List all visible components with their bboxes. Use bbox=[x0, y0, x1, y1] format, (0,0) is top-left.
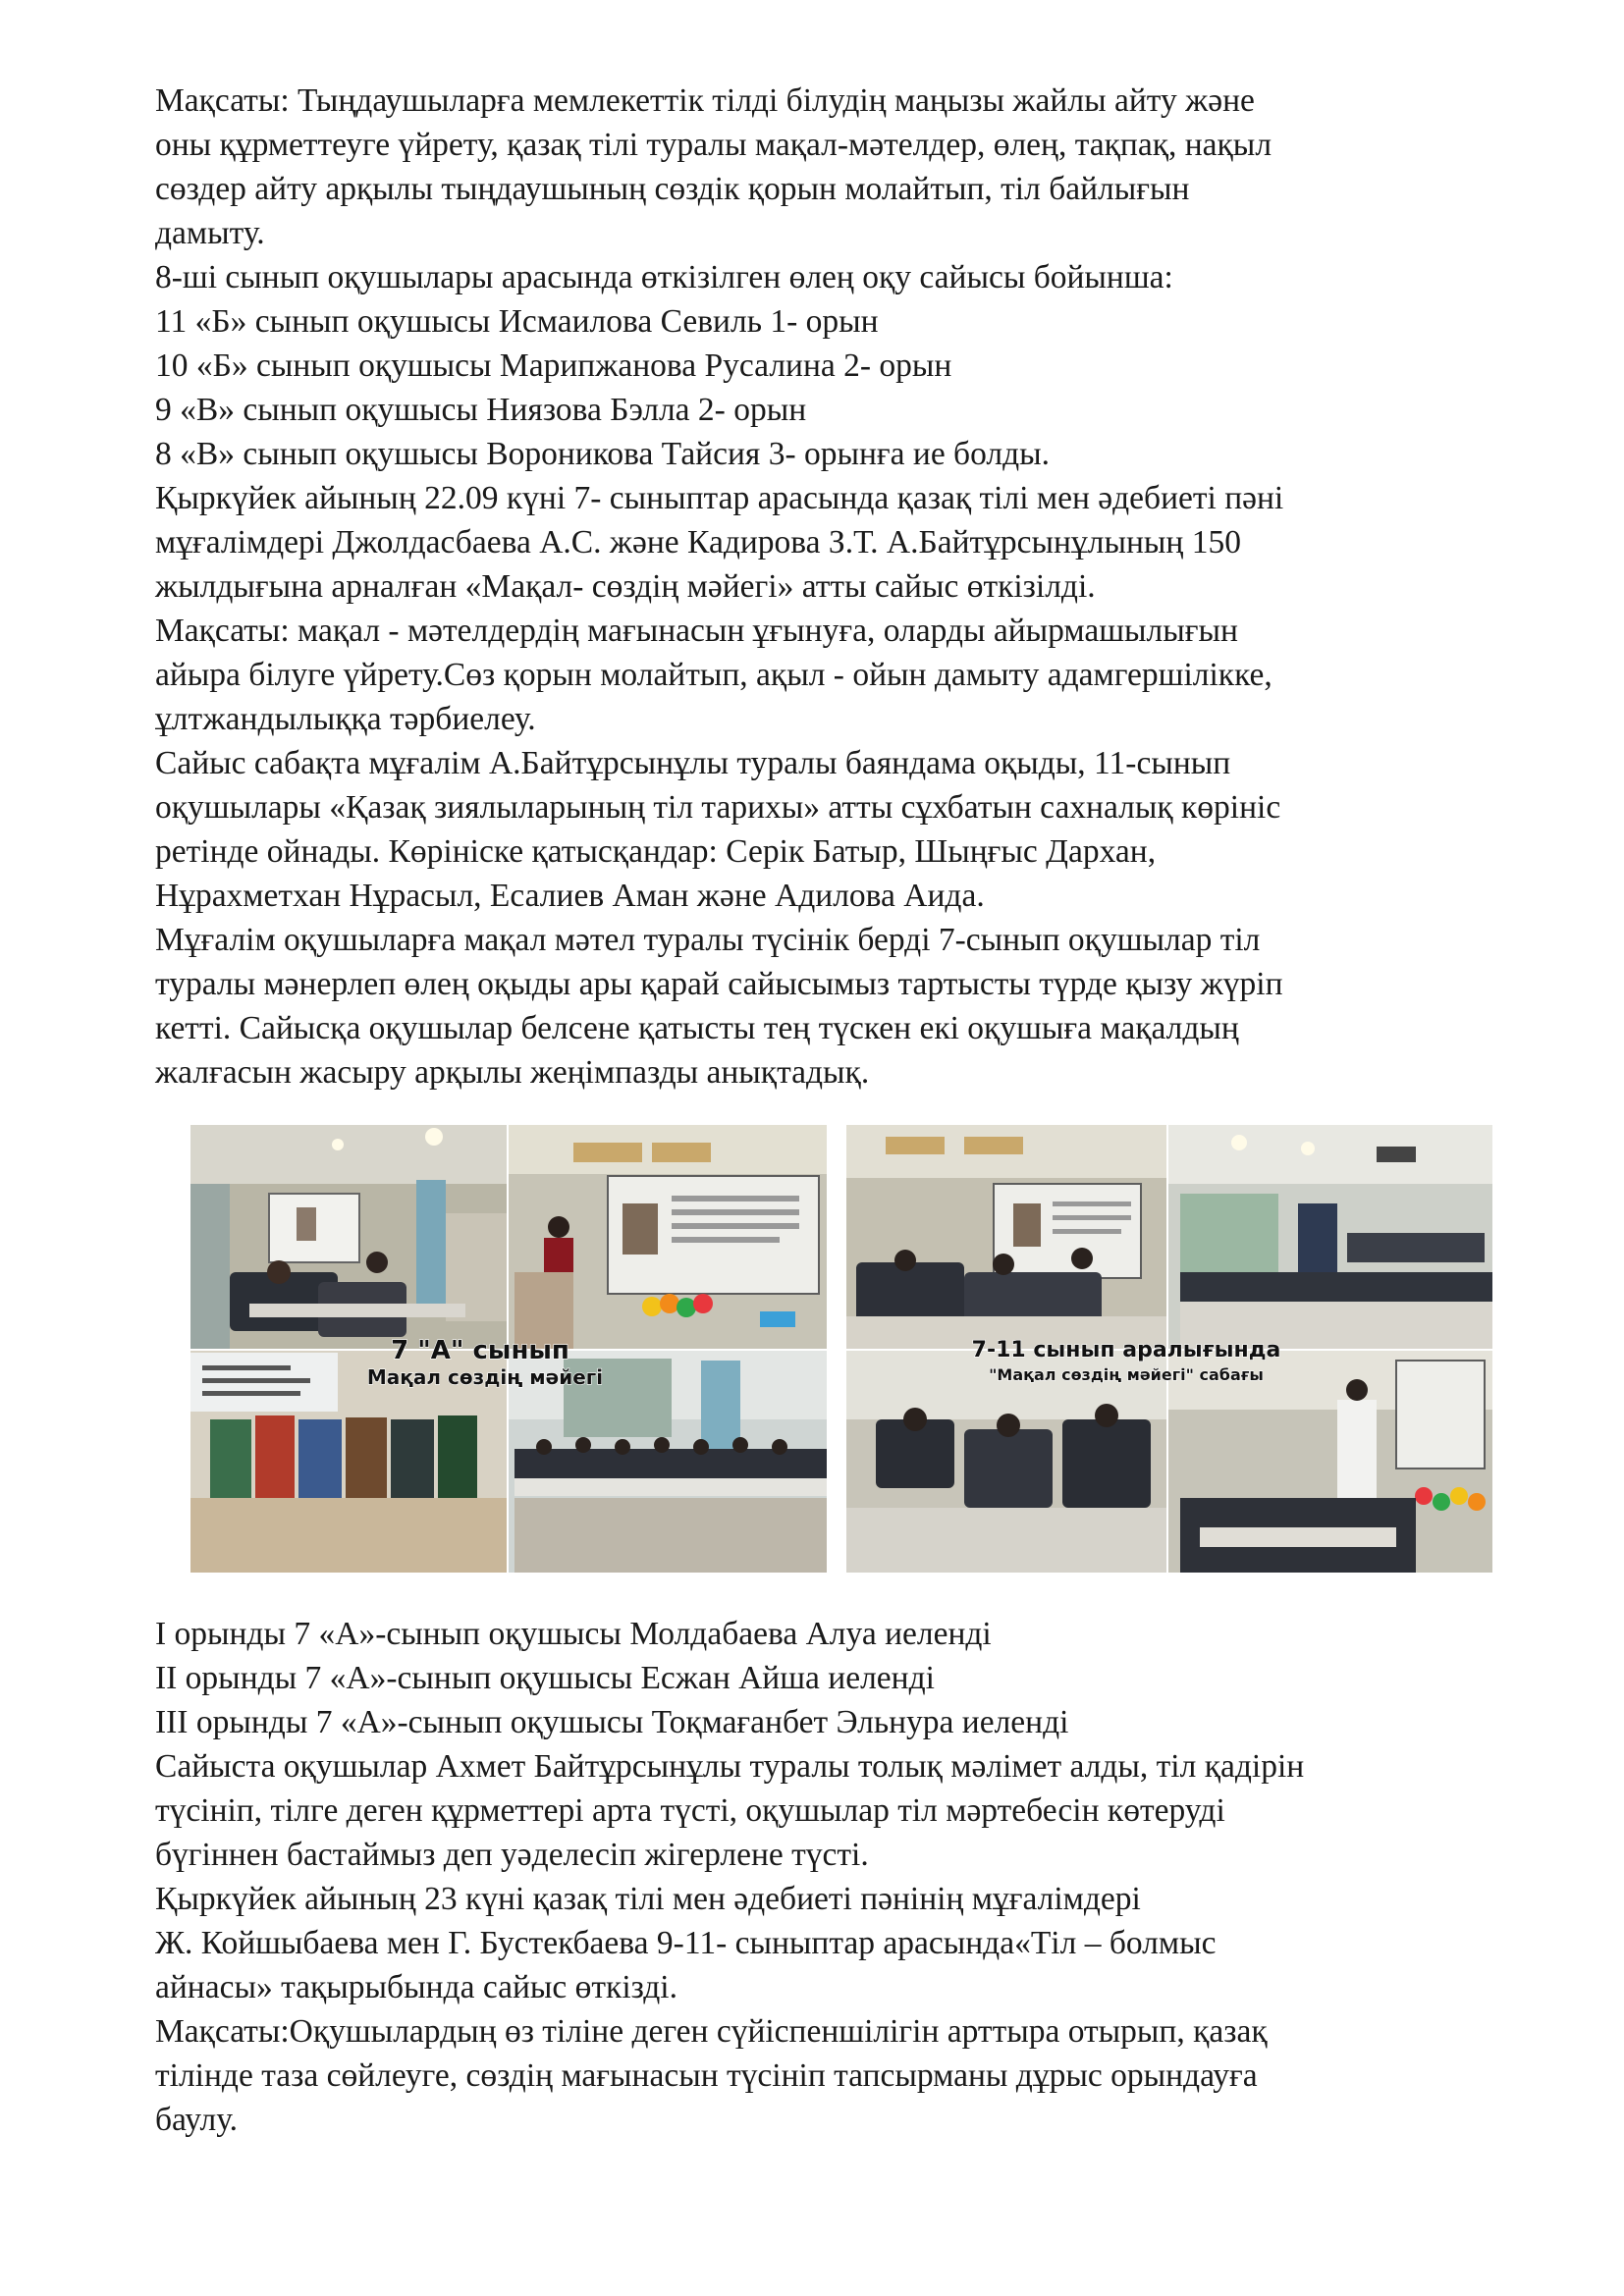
text-line: туралы мәнерлеп өлең оқыды ары қарай сайысымыз тартысты түрде қызу жүріп bbox=[155, 966, 1283, 1002]
text-block-top bbox=[155, 79, 1510, 1095]
text-line: Мақсаты: мақал - мәтелдердің мағынасын ұғынуға, оларды айырмашылығын bbox=[155, 613, 1238, 649]
text-line: 9 «В» сынып оқушысы Ниязова Бэлла 2- орын bbox=[155, 392, 807, 428]
text-line: 8 «В» сынып оқушысы Вороникова Тайсия 3- орынға ие болды. bbox=[155, 436, 1051, 472]
text-line: Мұғалім оқушыларға мақал мәтел туралы түсінік берді 7-сынып оқушылар тіл bbox=[155, 922, 1261, 958]
text-line: 10 «Б» сынып оқушысы Марипжанова Русалина 2- орын bbox=[155, 347, 952, 384]
text-line: Мақсаты:Оқушылардың өз тіліне деген сүйіспеншілігін арттыра отырып, қазақ bbox=[155, 2013, 1268, 2050]
text-line: ІІ орынды 7 «А»-сынып оқушысы Есжан Айша иеленді bbox=[155, 1660, 935, 1696]
text-line: жылдығына арналған «Мақал- сөздің мәйегі» атты сайыс өткізілді. bbox=[155, 568, 1096, 605]
text-line: Нұрахметхан Нұрасыл, Есалиев Аман және Адилова Аида. bbox=[155, 878, 985, 914]
text-line: бүгіннен бастаймыз деп уәделесіп жігерлене түсті. bbox=[155, 1837, 869, 1873]
text-line: тілінде таза сөйлеуге, сөздің мағынасын түсініп тапсырманы дұрыс орындауға bbox=[155, 2057, 1258, 2094]
text-line: ретінде ойнады. Көрініске қатысқандар: Серік Батыр, Шыңғыс Дархан, bbox=[155, 833, 1157, 870]
text-line: мұғалімдері Джолдасбаева А.С. және Кадирова З.Т. А.Байтұрсынұлының 150 bbox=[155, 524, 1241, 561]
text-block-bottom bbox=[155, 1612, 1510, 2142]
text-line: Сайыс сабақта мұғалім А.Байтұрсынұлы туралы баяндама оқыды, 11-сынып bbox=[155, 745, 1231, 781]
text-line: ІІІ орынды 7 «А»-сынып оқушысы Тоқмағанбет Эльнура иеленді bbox=[155, 1704, 1069, 1740]
photo-caption-left-line2: Мақал сөздің мәйегі bbox=[366, 1365, 604, 1389]
text-line: айыра білуге үйрету.Сөз қорын молайтып, ақыл - ойын дамыту адамгершілікке, bbox=[155, 657, 1272, 693]
photo-collage-left bbox=[190, 1125, 827, 1573]
text-line: 11 «Б» сынып оқушысы Исмаилова Севиль 1- орын bbox=[155, 303, 879, 340]
photo-caption-right-line1: 7-11 сынып аралығында bbox=[971, 1338, 1281, 1362]
photo-caption-right-line2: "Мақал сөздің мәйегі" сабағы bbox=[989, 1365, 1264, 1384]
text-line: айнасы» тақырыбында сайыс өткізді. bbox=[155, 1969, 677, 2005]
text-line: ұлтжандылыққа тәрбиелеу. bbox=[155, 701, 536, 737]
text-line: оқушылары «Қазақ зиялыларының тіл тарихы» атты сұхбатын сахналық көрініс bbox=[155, 789, 1281, 826]
text-line: Мақсаты: Тыңдаушыларға мемлекеттік тілді білудің маңызы жайлы айту және bbox=[155, 82, 1255, 119]
text-line: І орынды 7 «А»-сынып оқушысы Молдабаева Алуа иеленді bbox=[155, 1616, 992, 1652]
text-line: Ж. Койшыбаева мен Г. Бустекбаева 9-11- сыныптар арасында«Тіл – болмыс bbox=[155, 1925, 1217, 1961]
text-line: Сайыста оқушылар Ахмет Байтұрсынұлы туралы толық мәлімет алды, тіл қадірін bbox=[155, 1748, 1305, 1785]
text-line: 8-ші сынып оқушылары арасында өткізілген өлең оқу сайысы бойынша: bbox=[155, 259, 1173, 295]
text-line: оны құрметтеуге үйрету, қазақ тілі туралы мақал-мәтелдер, өлең, тақпақ, нақыл bbox=[155, 127, 1272, 163]
text-line: дамыту. bbox=[155, 215, 265, 251]
photo-caption-left-line1: 7 "А" сынып bbox=[391, 1336, 569, 1365]
text-line: Қыркүйек айының 22.09 күні 7- сыныптар арасында қазақ тілі мен әдебиеті пәні bbox=[155, 480, 1284, 516]
text-line: баулу. bbox=[155, 2102, 238, 2138]
text-line: сөздер айту арқылы тыңдаушының сөздік қорын молайтып, тіл байлығын bbox=[155, 171, 1190, 207]
text-line: түсініп, тілге деген құрметтері арта түсті, оқушылар тіл мәртебесін көтеруді bbox=[155, 1792, 1225, 1829]
photo-collage-right bbox=[846, 1125, 1492, 1573]
text-line: Қыркүйек айының 23 күні қазақ тілі мен әдебиеті пәнінің мұғалімдері bbox=[155, 1881, 1141, 1917]
text-line: кетті. Сайысқа оқушылар белсене қатысты тең түскен екі оқушыға мақалдың bbox=[155, 1010, 1239, 1046]
text-line: жалғасын жасыру арқылы жеңімпазды анықтадық. bbox=[155, 1054, 870, 1091]
